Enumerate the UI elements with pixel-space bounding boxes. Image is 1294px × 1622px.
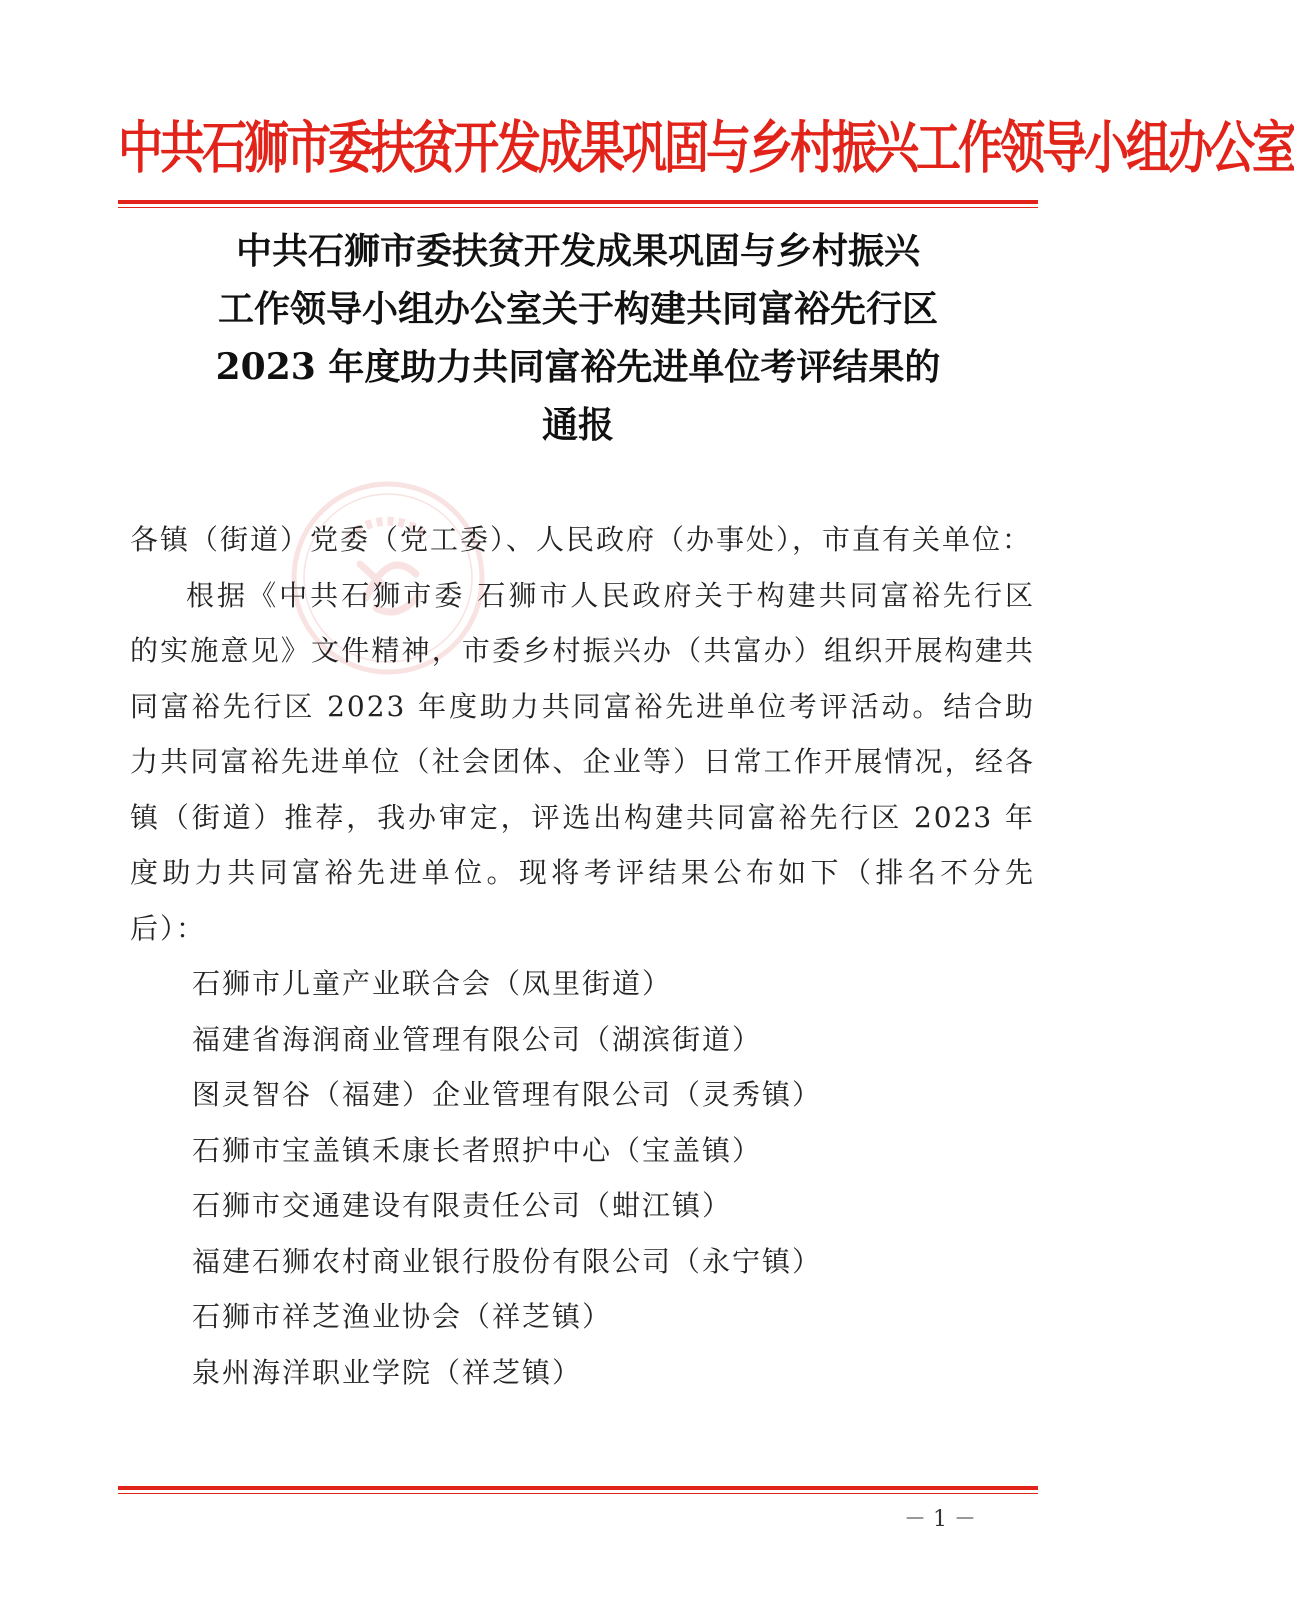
list-item: 泉州海洋职业学院（祥芝镇） bbox=[192, 1355, 583, 1389]
main-paragraph: 根据《中共石狮市委 石狮市人民政府关于构建共同富裕先行区的实施意见》文件精神，市委乡村振兴办（共富办）组织开展构建共同富裕先行区 2023 年度助力共同富裕先进单位考评活动。结合助力共同富裕先进单位（社会团体、企业等）日常工作开展情况，经各镇（街道）推荐，我办审定，评选出构建共同富裕先行区 2023 年度助力共同富裕先进单位。现将考评结果公布如下（排名不分先后）： bbox=[130, 578, 1035, 945]
list-item: 石狮市儿童产业联合会（凤里街道） bbox=[192, 967, 673, 1000]
title-line-3: 2023 年度助力共同富裕先进单位考评结果的 bbox=[215, 346, 941, 388]
list-item: 石狮市交通建设有限责任公司（蚶江镇） bbox=[192, 1189, 733, 1222]
title-line-2: 工作领导小组办公室关于构建共同富裕先行区 bbox=[217, 288, 938, 330]
page-number: － 1 － bbox=[904, 1507, 976, 1532]
list-item: 石狮市宝盖镇禾康长者照护中心（宝盖镇） bbox=[192, 1133, 763, 1167]
document-title bbox=[118, 222, 1038, 454]
list-item: 福建省海润商业管理有限公司（湖滨街道） bbox=[192, 1022, 763, 1056]
issuing-office-header: 中共石狮市委扶贫开发成果巩固与乡村振兴工作领导小组办公室 bbox=[118, 114, 1294, 181]
header-red-rule-thick bbox=[118, 200, 1038, 204]
title-line-4: 通报 bbox=[541, 404, 614, 446]
salutation: 各镇（街道）党委（党工委）、人民政府（办事处），市直有关单位： bbox=[130, 523, 1033, 556]
title-line-1: 中共石狮市委扶贫开发成果巩固与乡村振兴 bbox=[235, 230, 920, 272]
list-item: 福建石狮农村商业银行股份有限公司（永宁镇） bbox=[192, 1244, 823, 1278]
list-item: 图灵智谷（福建）企业管理有限公司（灵秀镇） bbox=[192, 1078, 823, 1111]
header-red-rule-thin bbox=[118, 207, 1038, 208]
footer-red-rule-thin bbox=[118, 1493, 1038, 1494]
document-body bbox=[130, 512, 1035, 1400]
advanced-units-list bbox=[130, 956, 1035, 1400]
list-item: 石狮市祥芝渔业协会（祥芝镇） bbox=[192, 1300, 613, 1333]
footer-red-rule-thick bbox=[118, 1486, 1038, 1490]
